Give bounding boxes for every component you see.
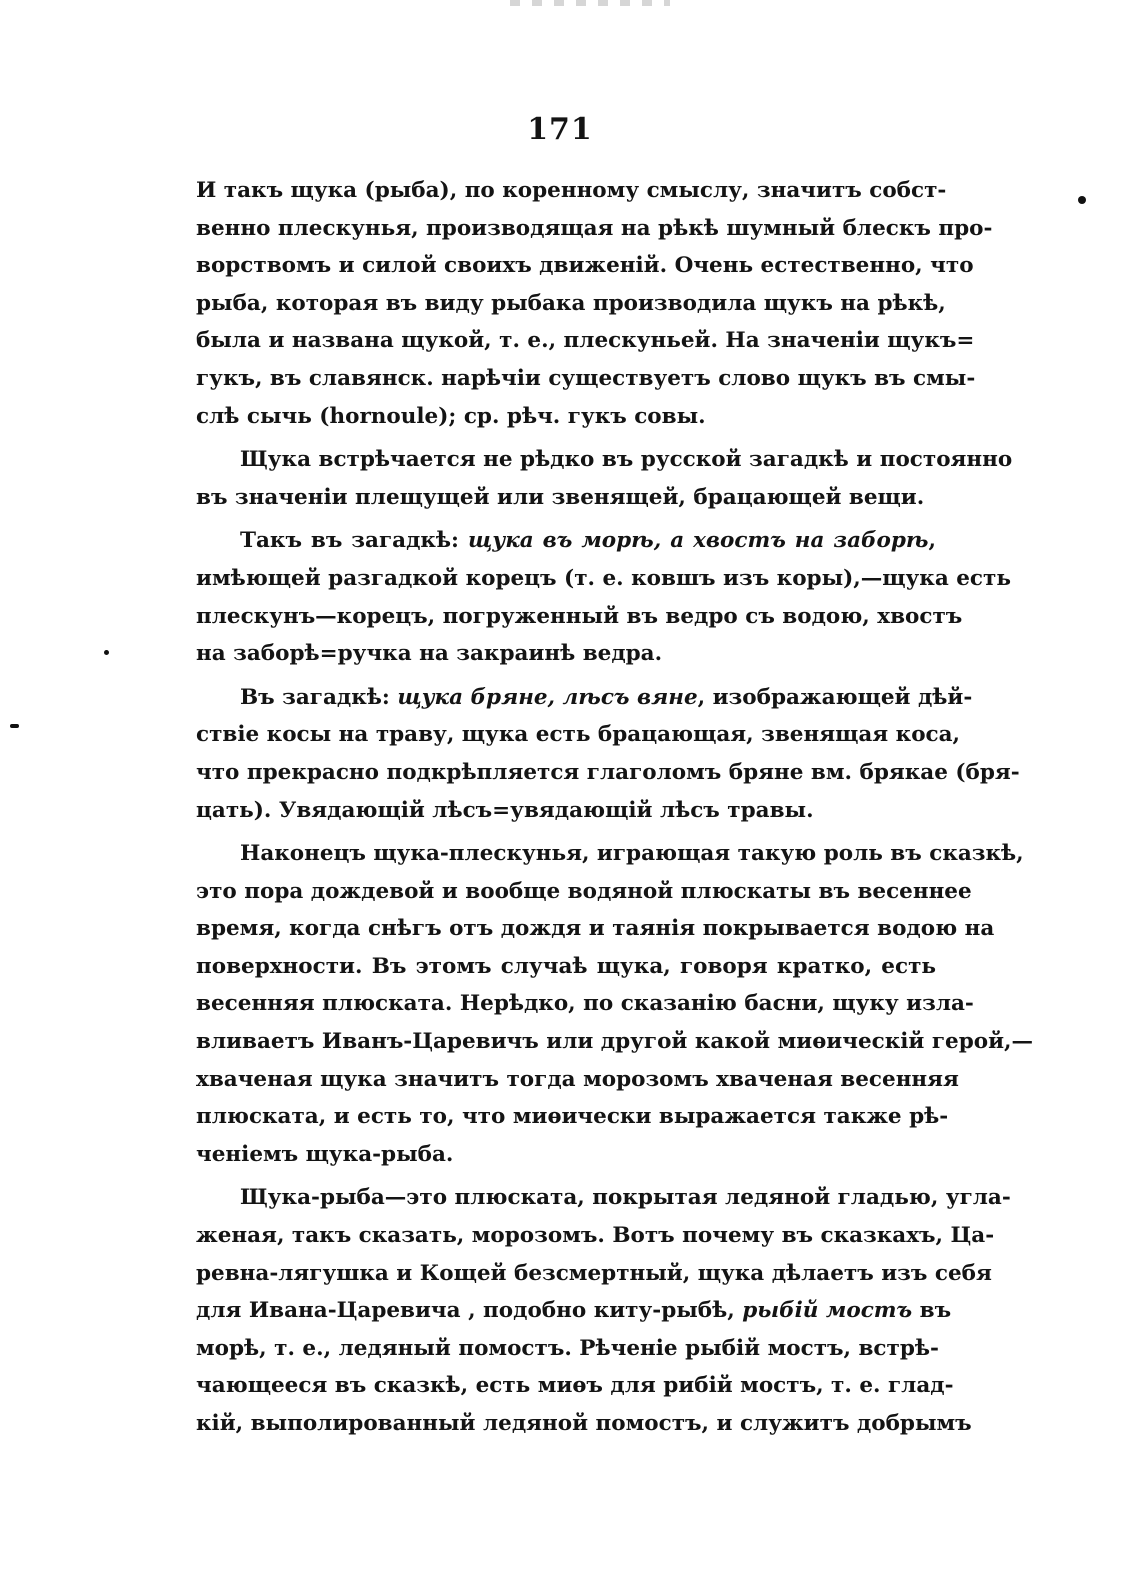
text-line <box>196 360 976 398</box>
text-line <box>196 910 995 948</box>
text-line <box>196 1367 954 1405</box>
text-span: плескунъ—корецъ, погруженный въ ведро съ водою, хвостъ <box>196 603 963 629</box>
paragraph <box>196 172 993 435</box>
text-span: Щука встрѣчается не рѣдко въ русской загадкѣ и постоянно <box>240 447 1013 473</box>
italic-quote: рыбій мостъ <box>742 1298 913 1324</box>
text-span: морѣ, т. е., ледяный помостъ. Рѣченіе рыбій мостъ, встрѣ- <box>196 1335 939 1361</box>
text-span: для Ивана-Царевича , подобно киту-рыбѣ, <box>196 1298 743 1324</box>
page-number: 171 <box>527 112 593 147</box>
text-line <box>196 398 936 436</box>
text-line <box>196 1255 992 1293</box>
margin-speck <box>104 650 109 655</box>
text-span: венно плескунья, производящая на рѣкѣ шумный блескъ про- <box>196 215 993 241</box>
text-line <box>196 1292 952 1330</box>
text-line <box>196 322 975 360</box>
paragraph <box>196 679 1020 829</box>
text-span: имѣющей разгадкой корецъ (т. е. ковшъ изъ коры),—щука есть <box>196 565 1011 591</box>
text-span: женая, такъ сказать, морозомъ. Вотъ почему въ сказкахъ, Ца- <box>196 1223 995 1249</box>
text-span: въ значеніи плещущей или звенящей, брацающей вещи. <box>196 484 925 510</box>
text-span: ченіемъ щука-рыба. <box>196 1141 454 1167</box>
text-line <box>196 754 1020 792</box>
text-span: была и названа щукой, т. е., плескуньей. На значеніи щукъ= <box>196 328 975 354</box>
scan-smudge <box>510 0 670 6</box>
paragraph <box>196 1179 1011 1442</box>
text-line <box>196 210 993 248</box>
text-span: Такъ въ загадкѣ: <box>240 528 468 554</box>
text-span: хваченая щука значитъ тогда морозомъ хваченая весенняя <box>196 1066 959 1092</box>
text-span: Наконецъ щука-плескунья, играющая такую роль въ сказкѣ, <box>240 841 1024 867</box>
text-span: это пора дождевой и вообще водяной плюскаты въ весеннее <box>196 878 972 904</box>
text-line <box>196 285 946 323</box>
italic-quote: щука въ морѣ, а хвостъ на заборѣ <box>467 528 929 554</box>
text-span: весенняя плюската. Нерѣдко, по сказанію басни, щуку изла- <box>196 991 974 1017</box>
text-span: , изображающей дѣй- <box>697 684 973 710</box>
paragraph <box>196 835 1033 1173</box>
text-line <box>196 873 972 911</box>
text-line <box>196 1405 972 1443</box>
paragraph <box>196 441 1013 516</box>
text-line <box>196 792 936 830</box>
italic-quote: щука бряне, лѣсъ вяне <box>397 684 698 710</box>
text-line <box>196 985 974 1023</box>
text-line <box>196 479 936 517</box>
text-line <box>196 948 936 986</box>
text-span: кій, выполированный ледяной помостъ, и служитъ добрымъ <box>196 1411 972 1436</box>
text-line <box>196 679 973 717</box>
text-line <box>196 835 1024 873</box>
text-line <box>196 1023 1033 1061</box>
text-line <box>196 247 974 285</box>
text-span: рыба, которая въ виду рыбака производила щукъ на рѣкѣ, <box>196 290 946 316</box>
text-line <box>196 598 963 636</box>
text-line <box>196 1179 1011 1217</box>
text-line <box>196 560 1011 598</box>
text-span: слѣ сычь (hornoule); ср. рѣч. гукъ совы. <box>196 403 706 429</box>
text-span: время, когда снѣгъ отъ дождя и таянія покрывается водою на <box>196 916 995 942</box>
text-span: вливаетъ Иванъ-Царевичъ или другой какой миѳическій герой,— <box>196 1029 1033 1055</box>
text-line <box>196 172 947 210</box>
margin-dot <box>1078 196 1086 204</box>
text-span: плюската, и есть то, что миѳически выражается также рѣ- <box>196 1104 949 1130</box>
text-line <box>196 1061 959 1099</box>
body-text <box>196 172 1033 1443</box>
text-line <box>196 522 936 560</box>
text-span: чающееся въ сказкѣ, есть миѳъ для рибій мостъ, т. е. глад- <box>196 1373 954 1399</box>
text-span: что прекрасно подкрѣпляется глаголомъ бряне вм. брякае (бря- <box>196 759 1020 785</box>
text-span: Щука-рыба—это плюската, покрытая ледяной гладью, угла- <box>240 1185 1011 1211</box>
text-line <box>196 1217 995 1255</box>
text-line <box>196 441 1013 479</box>
text-span: въ <box>912 1298 952 1324</box>
text-line <box>196 1136 936 1174</box>
text-line <box>196 1330 939 1368</box>
text-line <box>196 716 961 754</box>
text-span: , <box>928 528 936 554</box>
text-span: ствіе косы на траву, щука есть брацающая, звенящая коса, <box>196 722 961 748</box>
paragraph <box>196 522 1011 672</box>
text-span: И такъ щука (рыба), по коренному смыслу, значитъ собст- <box>196 178 947 203</box>
text-span: Въ загадкѣ: <box>240 684 398 710</box>
margin-dash <box>10 724 19 728</box>
text-span: гукъ, въ славянск. нарѣчіи существуетъ слово щукъ въ смы- <box>196 365 976 391</box>
text-span: поверхности. Въ этомъ случаѣ щука, говоря кратко, есть <box>196 953 936 979</box>
text-line <box>196 635 936 673</box>
text-span: ревна-лягушка и Кощей безсмертный, щука дѣлаетъ изъ себя <box>196 1260 992 1286</box>
text-line <box>196 1098 949 1136</box>
text-span: на заборѣ=ручка на закраинѣ ведра. <box>196 641 663 667</box>
text-span: ворствомъ и силой своихъ движеній. Очень естественно, что <box>196 253 974 279</box>
text-span: цать). Увядающій лѣсъ=увядающій лѣсъ травы. <box>196 797 814 823</box>
